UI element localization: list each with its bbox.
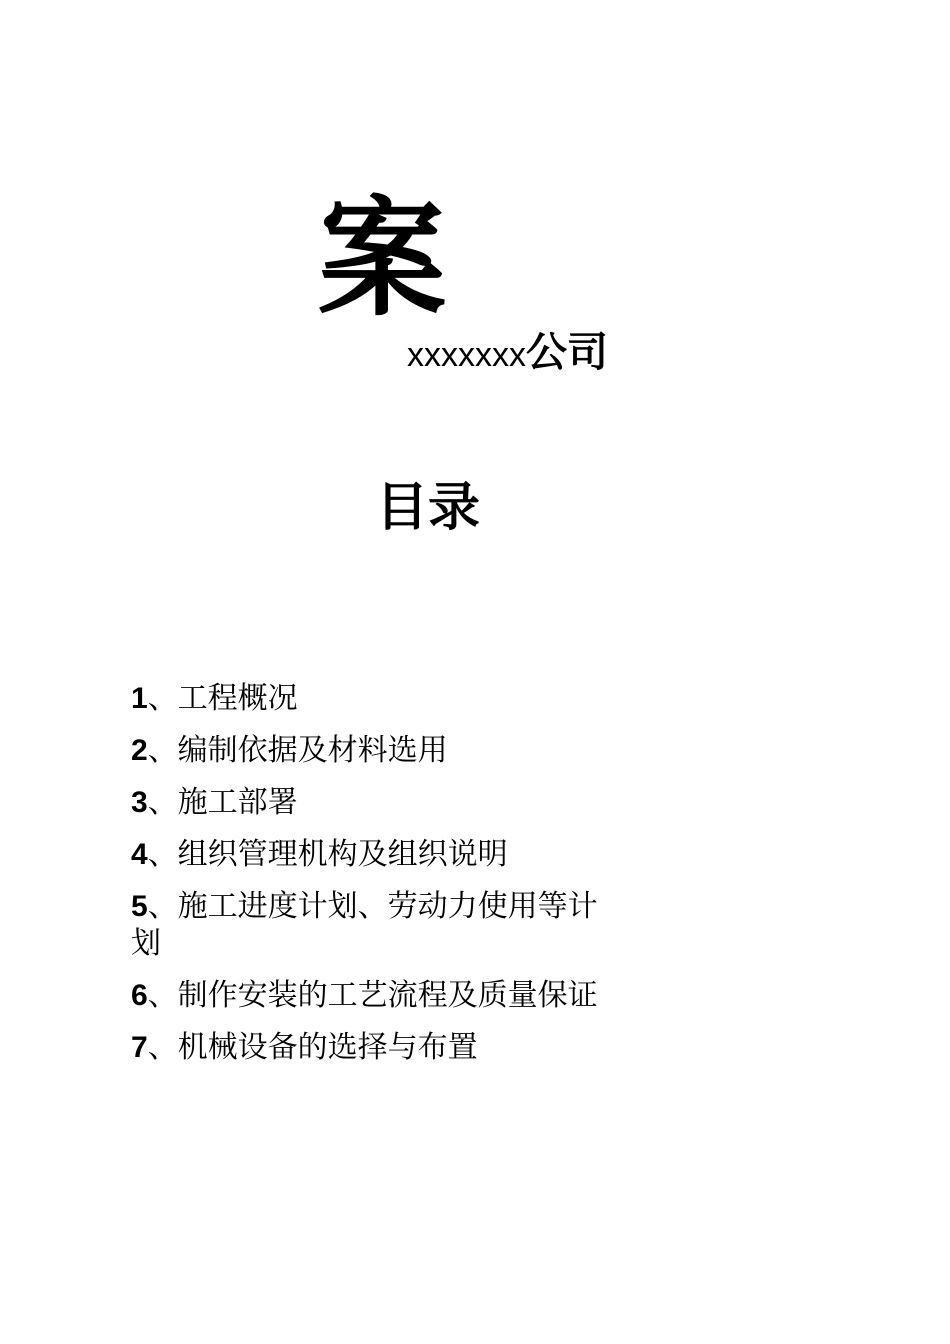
company-name bbox=[407, 328, 608, 376]
toc-item-number: 5 bbox=[131, 890, 148, 923]
cover-title-char: 案 bbox=[318, 185, 447, 334]
toc-item-number: 6 bbox=[131, 979, 148, 1012]
toc-item-text: 、施工部署 bbox=[147, 785, 298, 820]
company-name-suffix: 公司 bbox=[526, 328, 608, 376]
toc-item bbox=[131, 732, 621, 769]
toc-item bbox=[131, 977, 621, 1014]
toc-item-number: 7 bbox=[131, 1031, 148, 1064]
toc-item-number: 1 bbox=[131, 682, 148, 715]
toc-item-text: 、组织管理机构及组织说明 bbox=[147, 837, 508, 872]
company-name-prefix: xxxxxxx bbox=[407, 336, 526, 374]
toc-item bbox=[131, 680, 621, 717]
toc-item-text: 、编制依据及材料选用 bbox=[147, 733, 448, 768]
toc-item-text: 、施工进度计划、劳动力使用等计划 bbox=[131, 889, 598, 961]
toc-item bbox=[131, 836, 621, 873]
toc-item-text: 、机械设备的选择与布置 bbox=[147, 1030, 478, 1065]
toc-item-number: 2 bbox=[131, 734, 148, 767]
toc-item-text: 、工程概况 bbox=[147, 681, 298, 716]
toc-item bbox=[131, 784, 621, 821]
toc-item bbox=[131, 888, 621, 962]
toc-title: 目录 bbox=[376, 478, 481, 538]
toc-item-number: 3 bbox=[131, 786, 148, 819]
toc-item-text: 、制作安装的工艺流程及质量保证 bbox=[147, 978, 598, 1013]
toc-list bbox=[131, 680, 621, 1081]
toc-item bbox=[131, 1029, 621, 1066]
toc-item-number: 4 bbox=[131, 838, 148, 871]
